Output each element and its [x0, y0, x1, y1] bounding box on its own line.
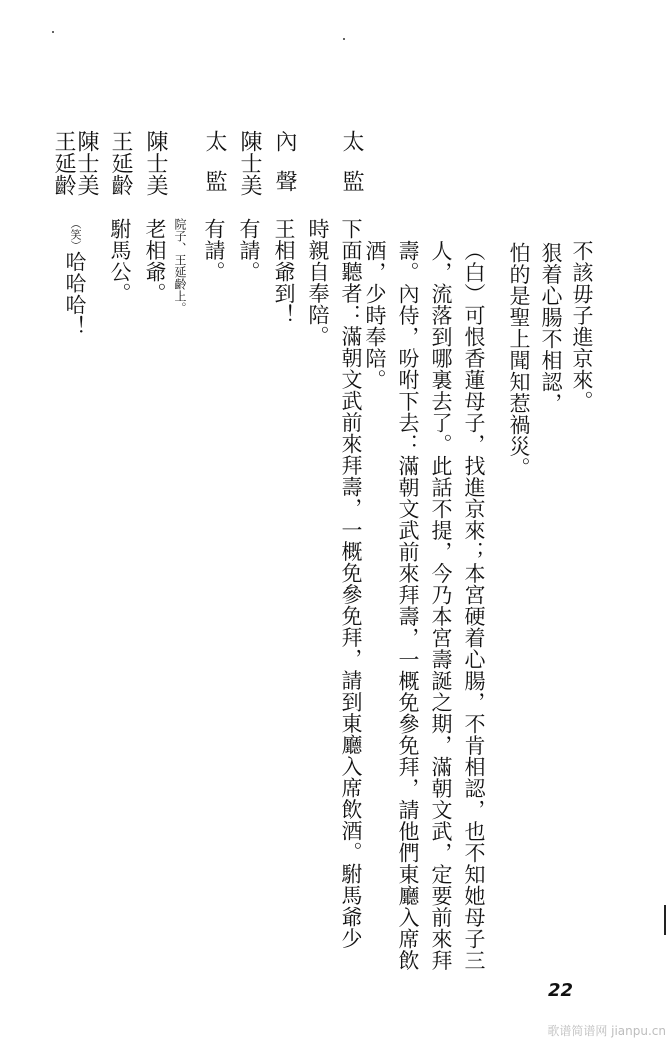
speaker-wangyanling-2: 王延齡	[51, 130, 76, 196]
scan-speck	[343, 38, 345, 40]
lyric-line-3: 怕的是聖上聞知惹禍災。	[507, 242, 531, 479]
speaker-taijian-1: 太監	[339, 130, 364, 210]
laugh-text: 哈哈哈！	[63, 251, 87, 337]
stage-direction: 院子、王延齡上。	[173, 218, 187, 314]
page-number: 22	[548, 980, 574, 1001]
dialogue-line-5: 下面聽者：滿朝文武前來拜壽，一概免參免拜，請到東廳入席飲酒。駙馬爺少	[339, 218, 363, 949]
dialogue-line-4: 酒，少時奉陪。	[363, 240, 387, 391]
dialogue-line-9: 老相爺。	[143, 218, 167, 304]
speaker-neisheng: 內聲	[272, 130, 297, 210]
lyric-line-1: 不該毋子進京來。	[570, 240, 594, 412]
speaker-chenshimei-2: 陳士美	[143, 130, 168, 196]
speaker-taijian-2: 太監	[202, 130, 227, 210]
speaker-chenshimei-1: 陳士美	[237, 130, 262, 196]
scan-edge-mark	[664, 905, 666, 935]
dialogue-line-7: 有請。	[237, 218, 261, 283]
scan-speck	[52, 31, 54, 33]
laugh-direction: （笑）	[69, 218, 82, 251]
watermark: 歌谱简谱网 jianpu.cn	[547, 1024, 666, 1038]
lyric-line-2: 狠着心腸不相認，	[539, 242, 563, 414]
dialogue-line-3: 壽。內侍，吩咐下去：滿朝文武前來拜壽，一概免參免拜，請他們東廳入席飲	[396, 240, 420, 971]
dialogue-line-10: 駙馬公。	[108, 218, 132, 304]
dialogue-line-2: 人，流落到哪裏去了。此話不提，今乃本宮壽誕之期，滿朝文武，定要前來拜	[429, 240, 453, 971]
laugh-line	[64, 218, 85, 337]
dialogue-line-1: （白）可恨香蓮母子，找進京來；本宮硬着心腸，不肯相認，也不知她母子三	[462, 240, 486, 971]
dialogue-line-8: 有請。	[202, 218, 226, 283]
speaker-wangyanling-1: 王延齡	[108, 130, 133, 196]
speaker-chenshimei-3: 陳士美	[74, 130, 99, 196]
announcement-line: 王相爺到！	[272, 218, 296, 326]
dialogue-line-6: 時親自奉陪。	[306, 218, 330, 347]
